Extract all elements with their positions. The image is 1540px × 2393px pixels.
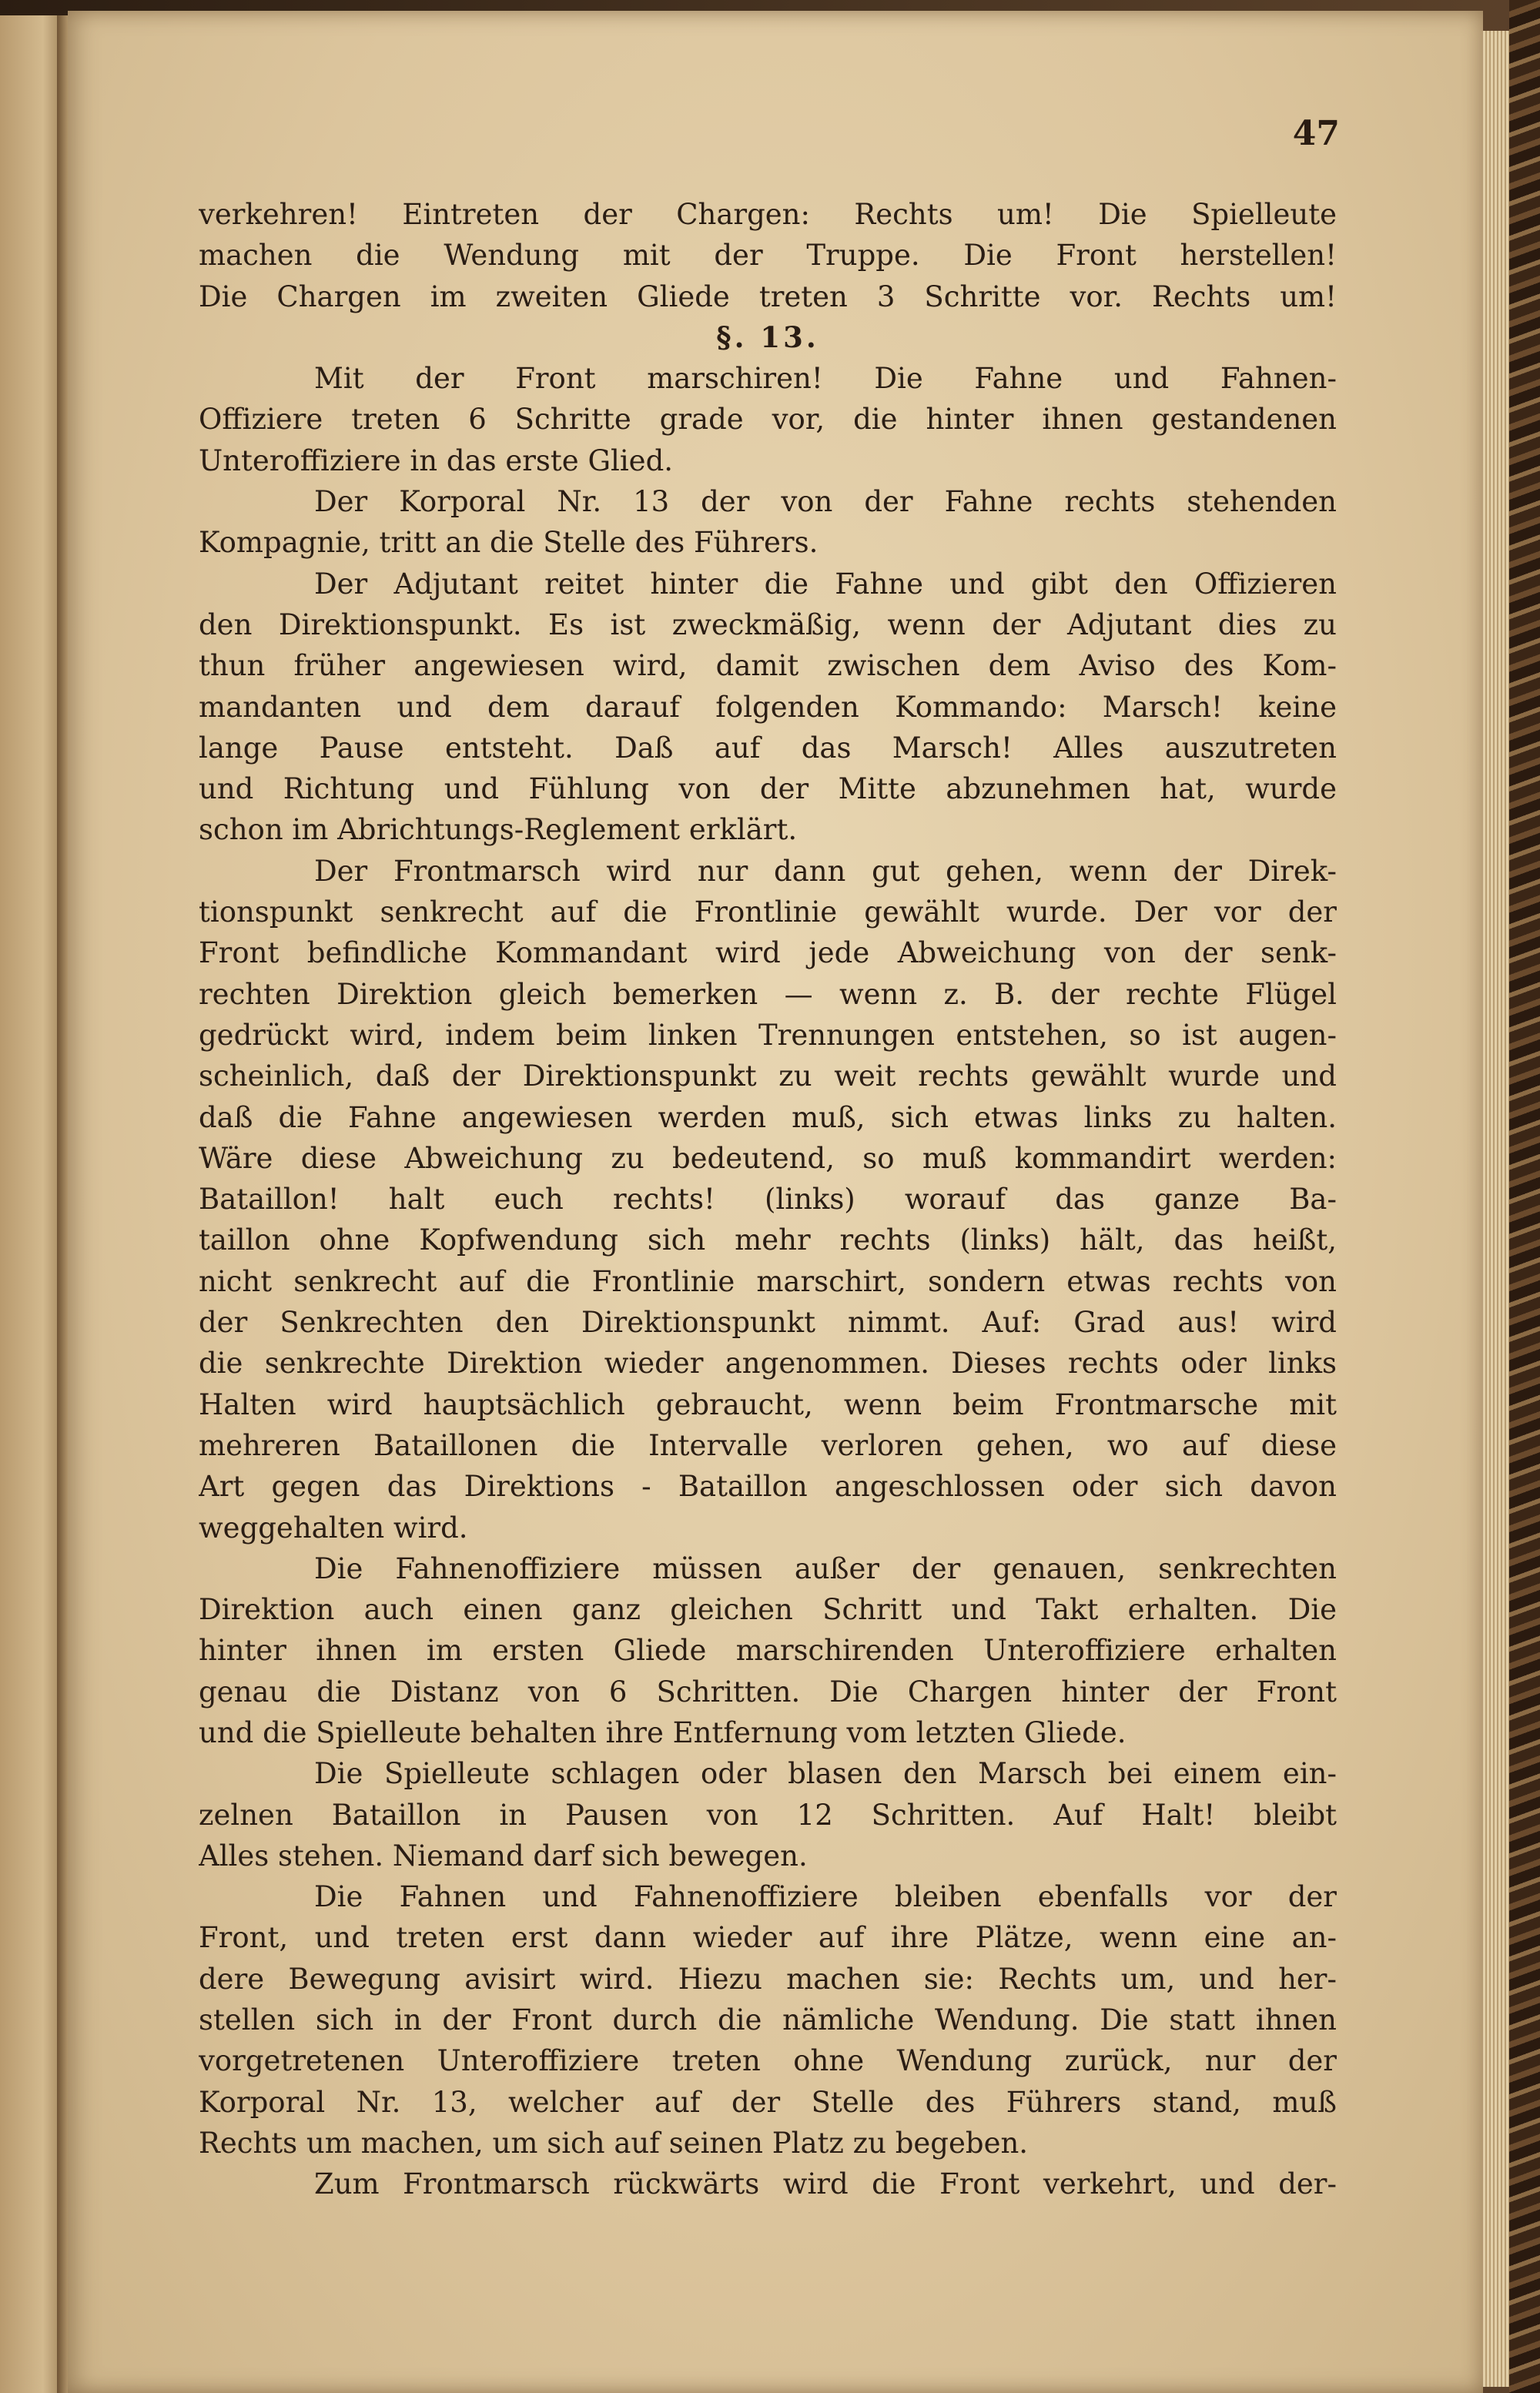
text-line: hinter ihnen im ersten Gliede marschirenden Unteroffiziere erhalten	[199, 1634, 1337, 1668]
text-line: daß die Fahne angewiesen werden muß, sich etwas links zu halten.	[199, 1100, 1337, 1134]
text-line: mandanten und dem darauf folgenden Kommando: Marsch! keine	[199, 690, 1337, 724]
text-line: Mit der Front marschiren! Die Fahne und Fahnen-	[314, 362, 1337, 396]
text-line: Kompagnie, tritt an die Stelle des Führers.	[199, 526, 819, 560]
text-line: tionspunkt senkrecht auf die Frontlinie gewählt wurde. Der vor der	[199, 895, 1337, 929]
page-number: 47	[1292, 114, 1340, 153]
text-line: lange Pause entsteht. Daß auf das Marsch! Alles auszutreten	[199, 731, 1337, 765]
text-line: den Direktionspunkt. Es ist zweckmäßig, wenn der Adjutant dies zu	[199, 607, 1337, 641]
marbled-cover	[1509, 0, 1540, 2393]
text-line: Der Frontmarsch wird nur dann gut gehen, wenn der Direk-	[314, 854, 1337, 888]
text-line: Der Korporal Nr. 13 der von der Fahne rechts stehenden	[314, 485, 1337, 519]
previous-page-edge	[0, 15, 62, 2393]
text-line: Front befindliche Kommandant wird jede Abweichung von der senk-	[199, 936, 1337, 970]
text-line: vorgetretenen Unteroffiziere treten ohne Wendung zurück, nur der	[199, 2044, 1337, 2078]
text-line: stellen sich in der Front durch die nämliche Wendung. Die statt ihnen	[199, 2003, 1337, 2037]
text-line: weggehalten wird.	[199, 1511, 468, 1545]
text-line: Die Spielleute schlagen oder blasen den Marsch bei einem ein-	[314, 1757, 1337, 1791]
text-line: taillon ohne Kopfwendung sich mehr rechts (links) hält, das heißt,	[199, 1223, 1337, 1257]
text-line: scheinlich, daß der Direktionspunkt zu weit rechts gewählt wurde und	[199, 1059, 1337, 1093]
text-line: nicht senkrecht auf die Frontlinie marschirt, sondern etwas rechts von	[199, 1264, 1337, 1298]
text-line: Halten wird hauptsächlich gebraucht, wenn beim Frontmarsche mit	[199, 1387, 1337, 1421]
text-line: verkehren! Eintreten der Chargen: Rechts um! Die Spielleute	[199, 198, 1337, 231]
section-heading: §. 13.	[716, 320, 819, 354]
body-text	[199, 194, 1337, 2205]
text-line: die senkrechte Direktion wieder angenommen. Dieses rechts oder links	[199, 1347, 1337, 1381]
text-line: Die Fahnenoffiziere müssen außer der genauen, senkrechten	[314, 1551, 1337, 1585]
text-line: genau die Distanz von 6 Schritten. Die Chargen hinter der Front	[199, 1675, 1337, 1709]
text-line: zelnen Bataillon in Pausen von 12 Schritten. Auf Halt! bleibt	[199, 1798, 1337, 1832]
text-line: schon im Abrichtungs-Reglement erklärt.	[199, 813, 798, 847]
text-line: Der Adjutant reitet hinter die Fahne und gibt den Offizieren	[314, 567, 1337, 601]
page-edges	[1483, 31, 1509, 2387]
text-line: machen die Wendung mit der Truppe. Die Front herstellen!	[199, 239, 1337, 273]
text-line: Front, und treten erst dann wieder auf ihre Plätze, wenn eine an-	[199, 1921, 1337, 1955]
text-line: Die Fahnen und Fahnenoffiziere bleiben ebenfalls vor der	[314, 1880, 1337, 1914]
text-line: Korporal Nr. 13, welcher auf der Stelle des Führers stand, muß	[199, 2085, 1337, 2119]
text-line: Art gegen das Direktions - Bataillon angeschlossen oder sich davon	[199, 1470, 1337, 1504]
text-line: Direktion auch einen ganz gleichen Schritt und Takt erhalten. Die	[199, 1593, 1337, 1627]
text-line: thun früher angewiesen wird, damit zwischen dem Aviso des Kom-	[199, 649, 1337, 683]
text-line: Rechts um machen, um sich auf seinen Platz zu begeben.	[199, 2126, 1029, 2160]
text-line: rechten Direktion gleich bemerken — wenn z. B. der rechte Flügel	[199, 977, 1337, 1011]
text-line: gedrückt wird, indem beim linken Trennungen entstehen, so ist augen-	[199, 1018, 1337, 1052]
text-line: der Senkrechten den Direktionspunkt nimmt. Auf: Grad aus! wird	[199, 1306, 1337, 1340]
text-line: Bataillon! halt euch rechts! (links) worauf das ganze Ba-	[199, 1183, 1337, 1217]
text-line: dere Bewegung avisirt wird. Hiezu machen sie: Rechts um, und her-	[199, 1962, 1337, 1996]
text-line: Wäre diese Abweichung zu bedeutend, so muß kommandirt werden:	[199, 1141, 1337, 1175]
text-line: Alles stehen. Niemand darf sich bewegen.	[199, 1839, 808, 1873]
text-line: Offiziere treten 6 Schritte grade vor, die hinter ihnen gestandenen	[199, 403, 1337, 437]
text-line: Unteroffiziere in das erste Glied.	[199, 443, 674, 477]
text-line: Zum Frontmarsch rückwärts wird die Front verkehrt, und der-	[314, 2167, 1337, 2201]
text-line: Die Chargen im zweiten Gliede treten 3 Schritte vor. Rechts um!	[199, 279, 1337, 313]
text-line: und die Spielleute behalten ihre Entfernung vom letzten Gliede.	[199, 1715, 1127, 1749]
text-line: mehreren Bataillonen die Intervalle verloren gehen, wo auf diese	[199, 1428, 1337, 1462]
text-line: und Richtung und Fühlung von der Mitte abzunehmen hat, wurde	[199, 772, 1337, 806]
